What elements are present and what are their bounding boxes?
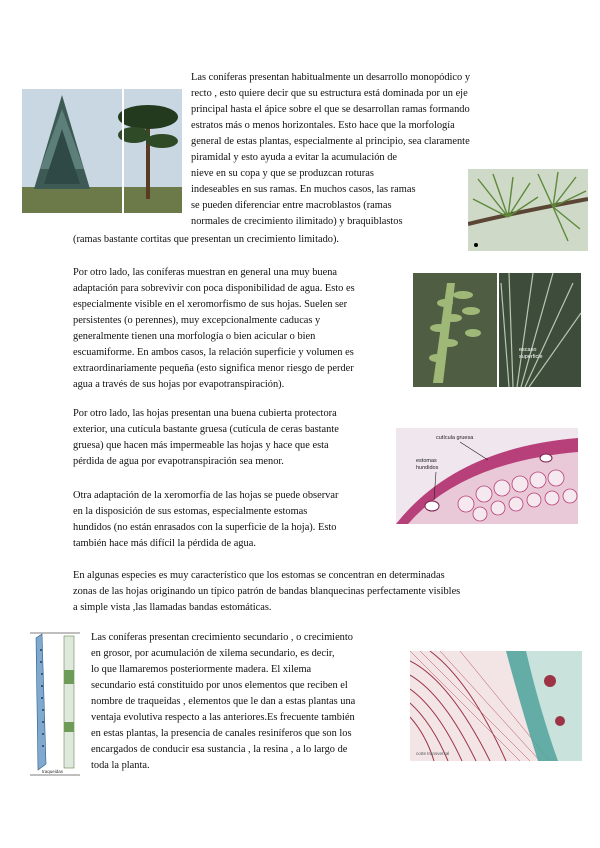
- cuticle-label: cutícula gruesa: [436, 435, 474, 441]
- para3-line: pérdida de agua por evapotranspiración sea menor.: [73, 456, 284, 467]
- leaf-label: [519, 347, 543, 361]
- para2-line: escuamiforme. En ambos casos, la relación superficie y volumen es: [73, 347, 354, 358]
- cuticle-section-diagram: [396, 428, 578, 524]
- para6-line: Las coníferas presentan crecimiento secundario , o crecimiento: [91, 632, 353, 643]
- para2-line: persistentes (o perennes), muy excepcionalmente caducas y: [73, 315, 321, 326]
- para2-line: agua a través de sus hojas por evapotranspiración).: [73, 379, 285, 390]
- para2-line: adaptación para sobrevivir con poca disponibilidad de agua. Esto es: [73, 283, 355, 294]
- para2-line: Por otro lado, las coníferas muestran en general una muy buena: [73, 267, 338, 278]
- para4-line: en la disposición de sus estomas, especialmente estomas: [73, 506, 308, 517]
- para1-line: (ramas bastante cortitas que presentan un crecimiento limitado).: [73, 234, 340, 245]
- para6-line: toda la planta.: [91, 760, 150, 771]
- wood-caption: corte transversal: [416, 751, 450, 756]
- needle-cluster-photo: [468, 169, 588, 251]
- para3-line: gruesa) que hacen más impermeable las hojas y hace que esta: [73, 440, 329, 451]
- para1-line: piramidal y esto ayuda a evitar la acumulación de: [191, 152, 397, 163]
- para1-line: indeseables en sus ramas. En muchos casos, las ramas: [191, 184, 416, 195]
- para1-line: normales de crecimiento ilimitado) y braquiblastos: [191, 216, 403, 227]
- para5-line: a simple vista ,las llamadas bandas estomáticas.: [73, 602, 272, 613]
- leaf-types-photo: [413, 273, 581, 387]
- para6-line: en estas plantas, la presencia de canales resiníferos que son los: [91, 728, 352, 739]
- stomata-label-line: hundidos: [416, 465, 439, 471]
- para6-line: encargados de conducir esa sustancia , la resina , a lo largo de: [91, 744, 348, 755]
- tracheid-caption: traqueidas: [42, 769, 64, 774]
- para1-line: Las coníferas presentan habitualmente un desarrollo monopódico y: [191, 72, 471, 83]
- para1-line: nieve en su copa y que se produzcan roturas: [191, 168, 374, 179]
- para1-line: se pueden diferenciar entre macroblastos (ramas: [191, 200, 392, 211]
- leaf-label-line: superficie: [519, 354, 543, 360]
- para2-line: especialmente visible en el xeromorfismo de sus hojas. Suelen ser: [73, 299, 348, 310]
- para6-line: secundario está constituido por unos elementos que reciben el: [91, 680, 348, 691]
- para1-line: general de estas plantas, especialmente al principio, sea claramente: [191, 136, 470, 147]
- para1-line: principal hasta el ápice sobre el que se desarrollan ramas formando: [191, 104, 470, 115]
- para6-line: lo que llamaremos posteriormente madera. El xilema: [91, 664, 312, 675]
- para1-line: estratos más o menos horizontales. Esto hace que la morfología: [191, 120, 455, 131]
- para6-line: en grosor, por acumulación de xilema secundario, es decir,: [91, 648, 335, 659]
- para6-line: ventaja evolutiva respecto a las anteriores.Es frecuente también: [91, 712, 355, 723]
- para5-line: zonas de las hojas originando un típico patrón de bandas blanquecinas perfectamente visibles: [73, 586, 461, 597]
- para4-line: también hace más difícil la pérdida de agua.: [73, 538, 256, 549]
- para3-line: exterior, una cutícula bastante gruesa (cutícula de ceras bastante: [73, 424, 339, 435]
- stomata-label: [416, 458, 438, 472]
- conifer-trees-photo: [22, 89, 182, 213]
- para2-line: generalmente tienen una morfología o bien acicular o bien: [73, 331, 316, 342]
- stomata-label-line: estomas: [416, 458, 437, 464]
- para1-line: recto , esto quiere decir que su estructura está dominada por un eje: [191, 88, 468, 99]
- para5-line: En algunas especies es muy característico que los estomas se concentran en determinadas: [73, 570, 445, 581]
- para2-line: extraordinariamente pequeña (esto significa menor riesgo de perder: [73, 363, 354, 374]
- tracheid-diagram: [26, 630, 84, 778]
- para4-line: hundidos (no están enrasados con la superficie de la hoja). Esto: [73, 522, 337, 533]
- para4-line: Otra adaptación de la xeromorfía de las hojas se puede observar: [73, 490, 339, 501]
- para6-line: nombre de traqueidas , elementos que le dan a estas plantas una: [91, 696, 356, 707]
- para3-line: Por otro lado, las hojas presentan una buena cubierta protectora: [73, 408, 337, 419]
- wood-section-photo: [410, 651, 582, 761]
- leaf-label-line: escaso: [519, 347, 537, 353]
